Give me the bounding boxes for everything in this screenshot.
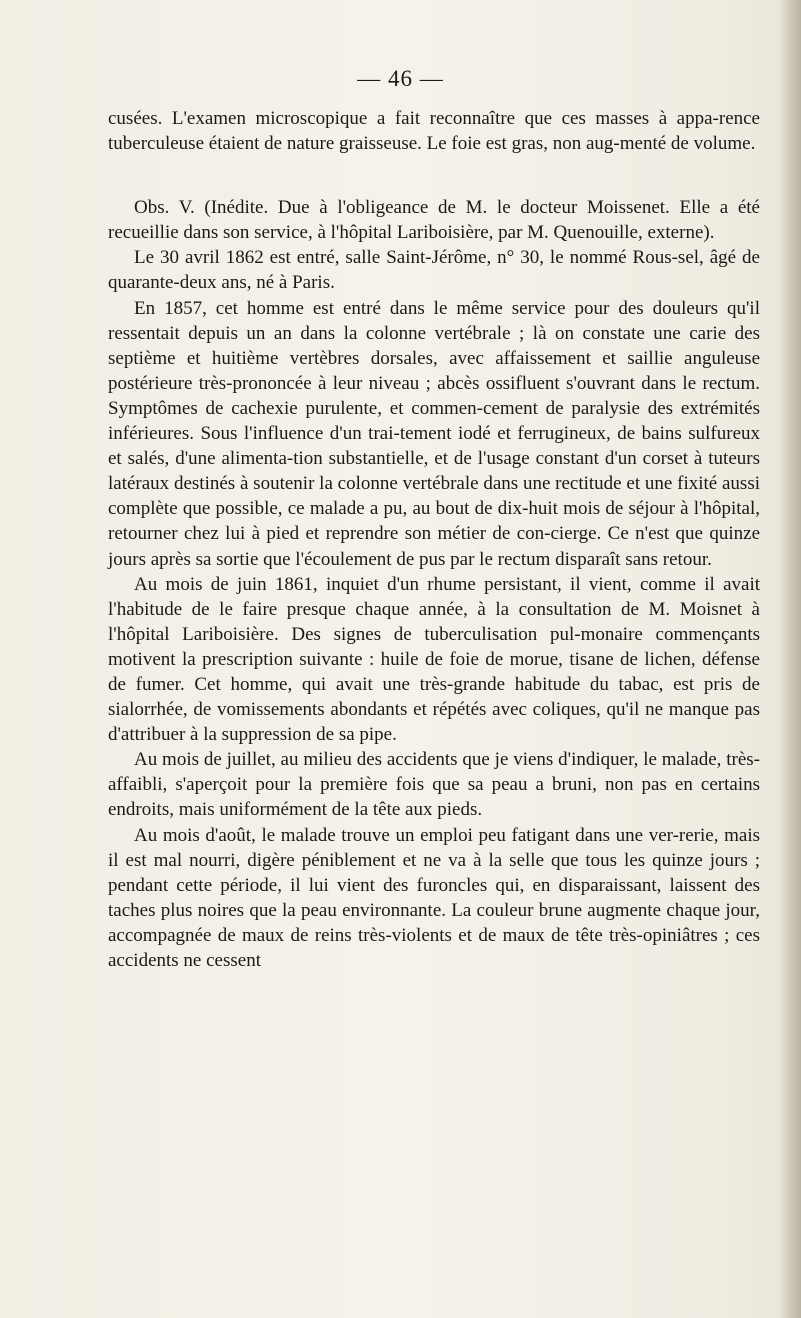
paragraph: Au mois d'août, le malade trouve un emploi peu fatigant dans une ver-rerie, mais il est mal nourri, digère péniblement et ne va à la selle que tous les quinze jours ; pendant cette période, il lui vient des furoncles qui, en disparaissant, laissent des taches plus noires que la peau environnante. La couleur brune augmente chaque jour, accompagnée de maux de reins très-violents et de maux de tête très-opiniâtres ; ces accidents ne cessent — [108, 824, 760, 971]
page-edge-shadow — [779, 0, 801, 1318]
observation-heading-paragraph: Obs. V. (Inédite. Due à l'obligeance de M. le docteur Moissenet. Elle a été recueillie dans son service, à l'hôpital Lariboisière, par M. Quenouille, externe). — [108, 197, 760, 244]
body-text — [108, 106, 760, 973]
paragraph: Au mois de juillet, au milieu des accidents que je viens d'indiquer, le malade, très-affaibli, s'aperçoit pour la première fois que sa peau a bruni, non pas en certains endroits, mais uniformément de la tête aux pieds. — [108, 749, 760, 821]
paragraph: cusées. L'examen microscopique a fait reconnaître que ces masses à appa-rence tuberculeuse étaient de nature graisseuse. Le foie est gras, non aug-menté de volume. — [108, 108, 760, 155]
paragraph: Au mois de juin 1861, inquiet d'un rhume persistant, il vient, comme il avait l'habitude de le faire presque chaque année, à la consultation de M. Moisnet à l'hôpital Lariboisière. Des signes de tuberculisation pul-monaire commençants motivent la prescription suivante : huile de foie de morue, tisane de lichen, défense de fumer. Cet homme, qui avait une très-grande habitude du tabac, est pris de sialorrhée, de vomissements abondants et répétés avec coliques, qu'il ne manque pas d'attribuer à la suppression de sa pipe. — [108, 573, 760, 746]
paragraph: Le 30 avril 1862 est entré, salle Saint-Jérôme, n° 30, le nommé Rous-sel, âgé de quarante-deux ans, né à Paris. — [108, 247, 760, 294]
paragraph: En 1857, cet homme est entré dans le même service pour des douleurs qu'il ressentait depuis un an dans la colonne vertébrale ; là on constate une carie des septième et huitième vertèbres dorsales, avec affaissement et saillie anguleuse postérieure très-prononcée à leur niveau ; abcès ossifluent s'ouvrant dans le rectum. Symptômes de cachexie purulente, et commen-cement de paralysie des extrémités inférieures. Sous l'influence d'un trai-tement iodé et ferrugineux, de bains sulfureux et salés, d'une alimenta-tion substantielle, et de l'usage constant d'un corset à tuteurs latéraux destinés à soutenir la colonne vertébrale dans une rectitude et une fixité aussi complète que possible, ce malade a pu, au bout de dix-huit mois de séjour à l'hôpital, retourner chez lui à pied et reprendre son métier de con-cierge. Ce n'est que quinze jours après sa sortie que l'écoulement de pus par le rectum disparaît sans retour. — [108, 297, 760, 570]
page-number: — 46 — — [357, 66, 444, 91]
